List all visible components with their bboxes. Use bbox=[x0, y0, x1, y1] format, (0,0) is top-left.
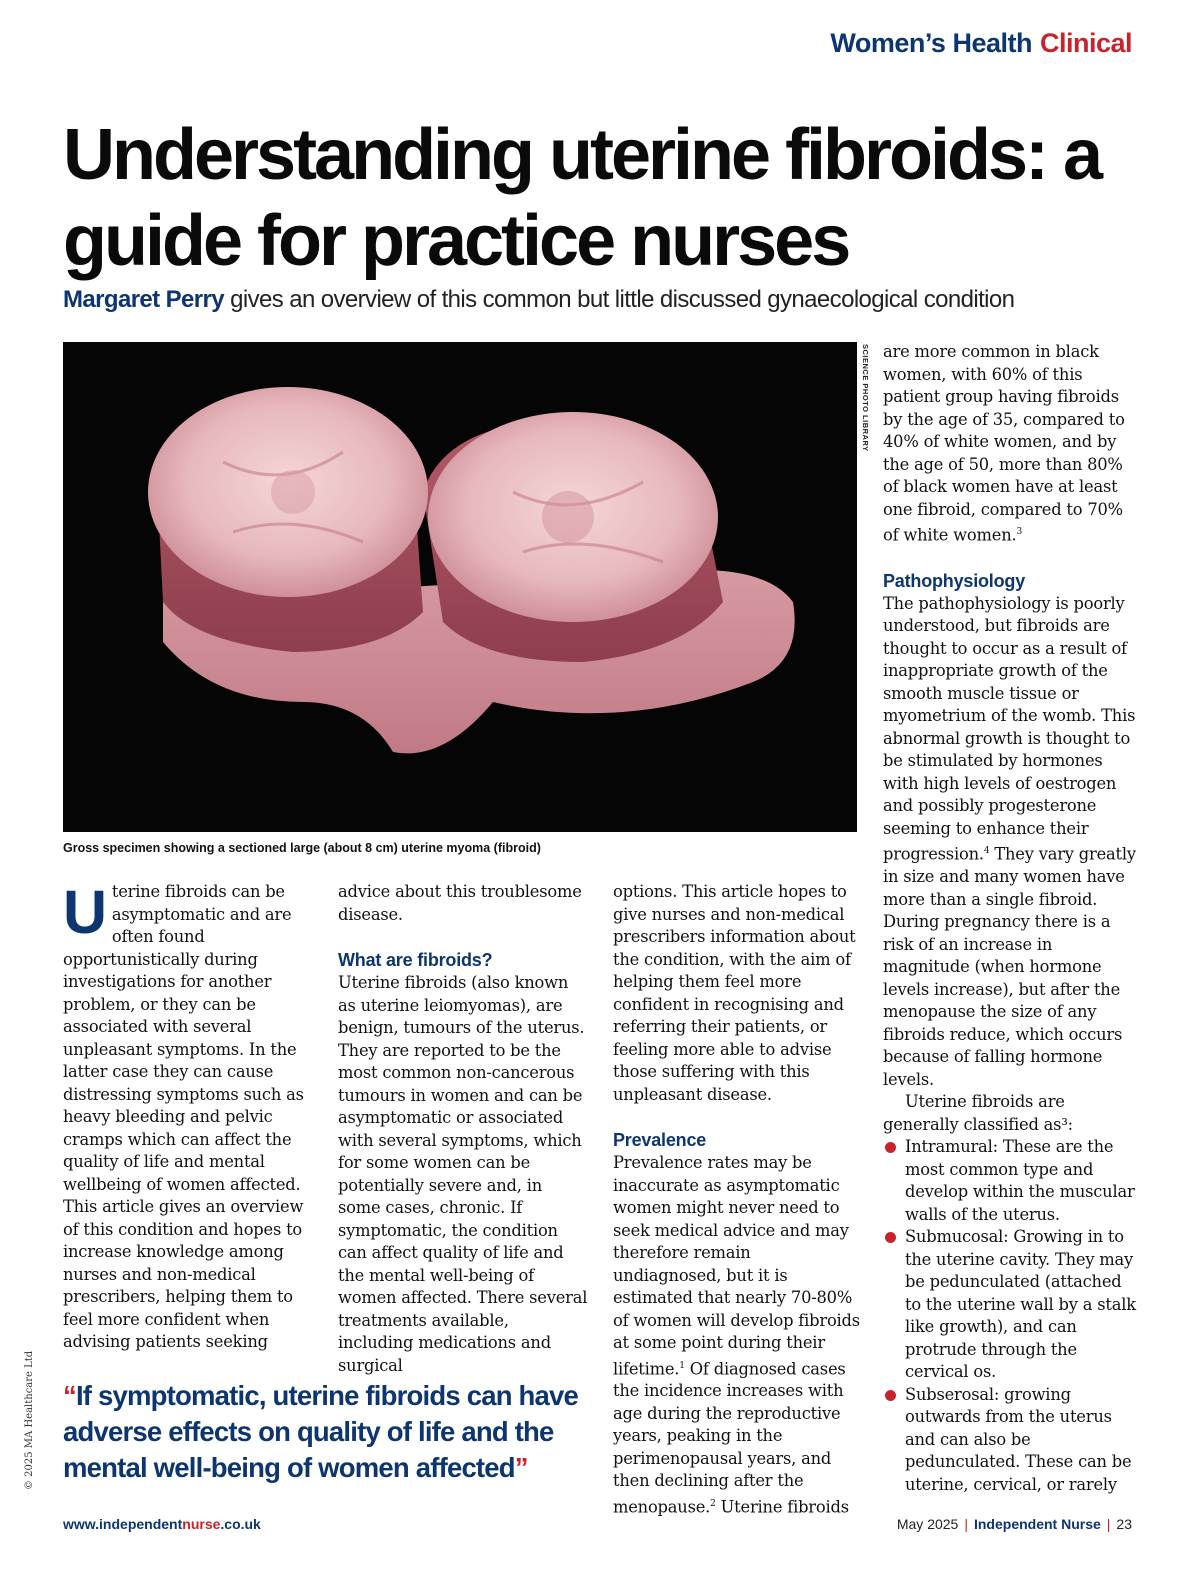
heading-prevalence: Prevalence bbox=[613, 1130, 707, 1150]
paragraph: Uterine fibroids are generally classified as³: bbox=[883, 1092, 1073, 1134]
intro-text: terine fibroids can be asymptomatic and are often found opportunistically during investigations for another problem, or they can be associated with several unpleasant symptoms. In the latter case they can cause distressing symptoms such as heavy bleeding and pelvic cramps which can affect the quality of life and mental wellbeing of women affected. This article gives an overview of this condition and hopes to increase knowledge among nurses and non-medical prescribers, helping them to feel more confident when advising patients seeking bbox=[63, 882, 304, 1351]
paragraph: The pathophysiology is poorly understood, but fibroids are thought to occur as a result of inappropriate growth of the smooth muscle tissue or myometrium of the womb. This abnormal growth is thought to be stimulated by hormones with high levels of oestrogen and possibly progesterone seeming to enhance their progression.$^4$ They vary greatly in size and many women have more than a single fibroid. During pregnancy there is a risk of an increase in magnitude (when hormone levels increase), but after the menopause the size of any fibroids reduce, which occurs because of falling hormone levels. bbox=[883, 593, 1136, 1089]
bullet-icon bbox=[885, 1232, 896, 1243]
issue-date: May 2025 bbox=[896, 1516, 959, 1532]
heading-pathophysiology: Pathophysiology bbox=[883, 570, 1026, 591]
close-quote: ” bbox=[514, 1452, 528, 1483]
reference-4[interactable]: 4 bbox=[983, 846, 990, 857]
specimen-illustration bbox=[63, 342, 857, 832]
column-4 bbox=[883, 341, 1138, 1496]
paragraph: options. This article hopes to give nurses and non-medical prescribers information about the condition, with the aim of helping them feel more confident in recognising and referring their patients, or feeling more able to advise those suffering with this unpleasant disease. bbox=[613, 882, 856, 1104]
photo-caption: Gross specimen showing a sectioned large (about 8 cm) uterine myoma (fibroid) bbox=[63, 841, 541, 855]
section-title: Women’s Health bbox=[830, 28, 1032, 58]
fibroid-specimen-photo bbox=[63, 342, 857, 832]
paragraph: Prevalence rates may be inaccurate as asymptomatic women might never need to seek medical advice and may therefore remain undiagnosed, but it is estimated that nearly 70-80% of women will develop fibroids at some point during their lifetime.$^1$ Of diagnosed cases the incidence increases with age during the reproductive years, peaking in the perimenopausal years, and then declining after the menopause.$^2$ Uterine fibroids bbox=[613, 1153, 860, 1517]
footer-separator: | bbox=[964, 1516, 968, 1532]
list-item: Subserosal: growing outwards from the uterus and can also be pedunculated. These can be uterine, cervical, or rarely bbox=[883, 1384, 1138, 1497]
drop-cap: U bbox=[63, 878, 107, 946]
reference-1[interactable]: 1 bbox=[679, 1360, 685, 1371]
section-subtitle: Clinical bbox=[1039, 28, 1132, 58]
standfirst-text: gives an overview of this common but little discussed gynaecological condition bbox=[224, 286, 1015, 313]
list-item: Intramural: These are the most common type and develop within the muscular walls of the uterus. bbox=[883, 1136, 1138, 1226]
column-1 bbox=[63, 878, 313, 1354]
photo-credit: SCIENCE PHOTO LIBRARY bbox=[861, 344, 870, 452]
article-title: Understanding uterine fibroids: a guide for practice nurses bbox=[63, 115, 1101, 281]
standfirst bbox=[63, 286, 1143, 314]
paragraph: advice about this troublesome disease. bbox=[338, 882, 582, 924]
author-name[interactable]: Margaret Perry bbox=[63, 286, 225, 313]
open-quote: “ bbox=[63, 1380, 76, 1411]
heading-what-are-fibroids: What are fibroids? bbox=[338, 950, 493, 970]
column-2 bbox=[338, 881, 588, 1377]
pull-quote bbox=[63, 1378, 623, 1486]
pull-quote-text: If symptomatic, uterine fibroids can have adverse effects on quality of life and the mental well-being of women affected bbox=[63, 1380, 579, 1483]
footer-separator: | bbox=[1106, 1516, 1111, 1532]
website-link[interactable]: www.independentnurse.co.uk bbox=[63, 1516, 261, 1532]
footer-info bbox=[897, 1516, 1132, 1532]
reference-3[interactable]: 3 bbox=[1016, 527, 1022, 537]
intro-paragraph bbox=[63, 878, 313, 1354]
bullet-icon bbox=[885, 1390, 896, 1401]
fibroid-types-list bbox=[883, 1136, 1138, 1496]
column-3 bbox=[613, 881, 863, 1519]
magazine-name: Independent Nurse bbox=[973, 1516, 1101, 1532]
list-item: Submucosal: Growing in to the uterine cavity. They may be pedunculated (attached to the uterine wall by a stalk like growth), and can protrude through the cervical os. bbox=[883, 1226, 1138, 1384]
paragraph: Uterine fibroids (also known as uterine leiomyomas), are benign, tumours of the uterus. They are reported to be the most common non-cancerous tumours in women and can be asymptomatic or associated with several symptoms, which for some women can be potentially severe and, in some cases, chronic. If symptomatic, the condition can affect quality of life and the mental well-being of women affected. There several treatments available, including medications and surgical bbox=[338, 973, 588, 1375]
reference-2[interactable]: 2 bbox=[710, 1498, 716, 1509]
paragraph: are more common in black women, with 60% of this patient group having fibroids by the age of 35, compared to 40% of white women, and by the age of 50, more than 80% of black women have at least one fibroid, compared to 70% of white women.$^3$ bbox=[883, 342, 1125, 545]
page-number: 23 bbox=[1116, 1516, 1132, 1532]
copyright-notice: © 2025 MA Healthcare Ltd bbox=[24, 1350, 35, 1490]
section-header bbox=[830, 28, 1132, 59]
bullet-icon bbox=[885, 1142, 896, 1153]
